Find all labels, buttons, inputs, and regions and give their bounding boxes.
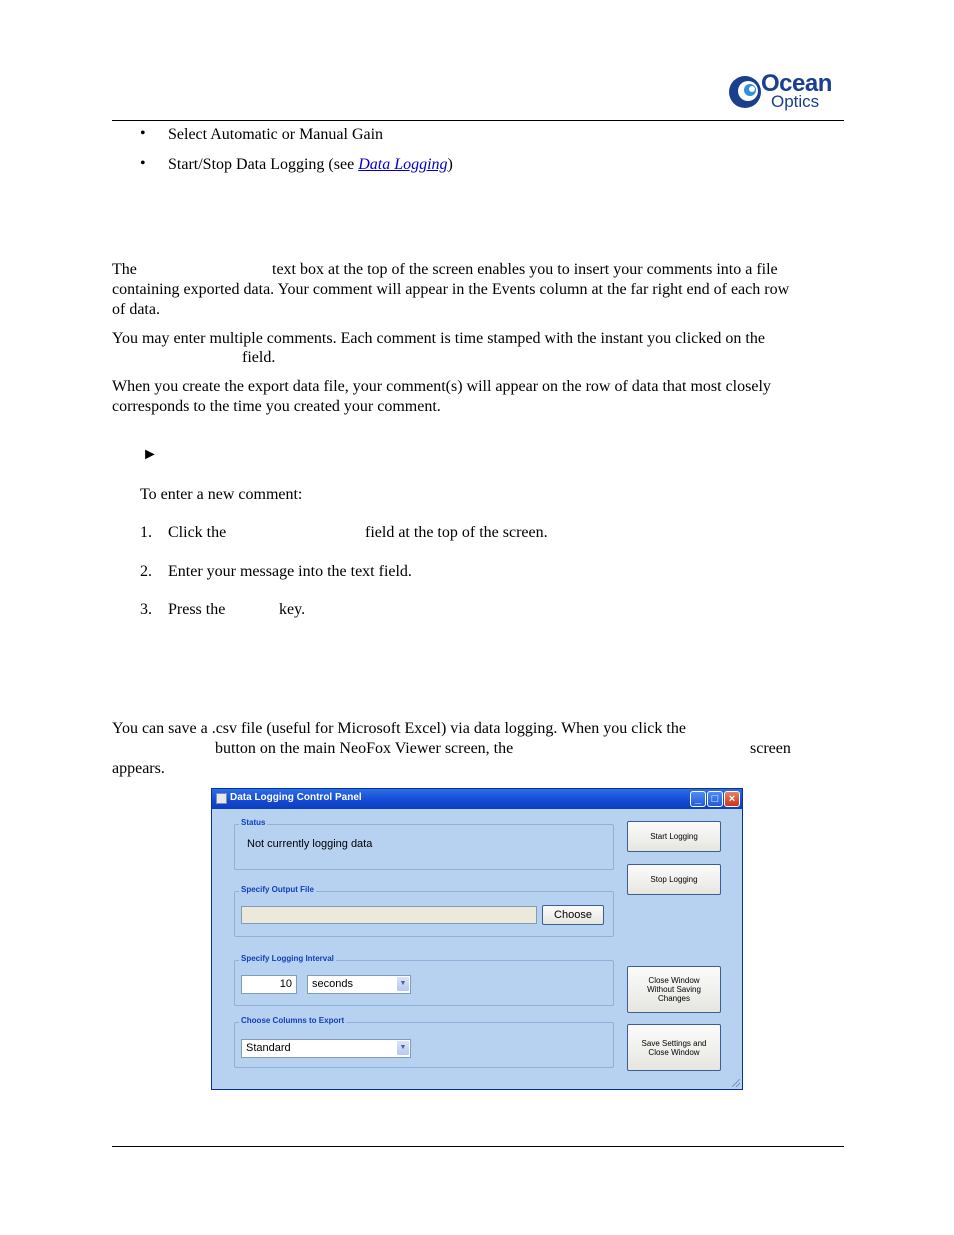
- p3-line2: corresponds to the time you created your comment.: [112, 398, 441, 415]
- p1-line1-end: text box at the top of the screen enables you to insert your comments into a file: [272, 261, 778, 278]
- p3-line1: When you create the export data file, your comment(s) will appear on the row of data that most closely: [112, 378, 771, 395]
- logging-interval-legend: Specify Logging Interval: [241, 954, 334, 963]
- chevron-down-icon[interactable]: ▼: [397, 1041, 409, 1055]
- ocean-optics-logo: [727, 72, 845, 114]
- dialog-title: Data Logging Control Panel: [230, 792, 362, 803]
- interval-input[interactable]: 10: [241, 975, 297, 994]
- logging-interval-group: [234, 954, 614, 1006]
- bullet-item-logging: Start/Stop Data Logging (see Data Logging): [168, 156, 453, 173]
- close-icon[interactable]: ×: [724, 791, 740, 807]
- step-number: 3.: [140, 601, 152, 618]
- stop-logging-button[interactable]: Stop Logging: [627, 864, 721, 895]
- step-number: 1.: [140, 524, 152, 541]
- logging-line1: You can save a .csv file (useful for Microsoft Excel) via data logging. When you click the: [112, 720, 686, 737]
- output-file-legend: Specify Output File: [241, 885, 314, 894]
- dialog-titlebar[interactable]: [212, 789, 742, 809]
- procedure-arrow-icon: ►: [142, 446, 158, 463]
- bullet-dot: •: [140, 155, 146, 172]
- maximize-icon[interactable]: □: [707, 791, 723, 807]
- logo-swirl-icon: [727, 74, 763, 110]
- footer-rule: [112, 1146, 844, 1147]
- output-file-field[interactable]: [241, 906, 537, 924]
- p2-line2: field.: [242, 349, 276, 366]
- start-logging-button[interactable]: Start Logging: [627, 821, 721, 852]
- p1-line3: of data.: [112, 301, 160, 318]
- step-1-text: Click the: [168, 524, 227, 541]
- chevron-down-icon[interactable]: ▼: [397, 977, 409, 991]
- logging-line2-start: button on the main NeoFox Viewer screen, the: [215, 740, 514, 757]
- p1-line1-start: The: [112, 261, 137, 278]
- p2-line1: You may enter multiple comments. Each comment is time stamped with the instant you clicked on the: [112, 330, 765, 347]
- interval-unit-select[interactable]: [307, 975, 411, 994]
- columns-select[interactable]: [241, 1039, 411, 1058]
- step-2-text: Enter your message into the text field.: [168, 563, 412, 580]
- save-and-close-button[interactable]: Save Settings and Close Window: [627, 1024, 721, 1071]
- logo-word-ocean: Ocean: [761, 70, 832, 97]
- logo-word-optics: Optics: [771, 92, 820, 111]
- logging-line2-end: screen: [750, 740, 791, 757]
- step-number: 2.: [140, 563, 152, 580]
- step-3-text: Press the: [168, 601, 226, 618]
- status-group: [234, 818, 614, 870]
- resize-grip-icon[interactable]: [732, 1079, 740, 1087]
- data-logging-link[interactable]: Data Logging: [358, 156, 448, 173]
- step-3-text-end: key.: [279, 601, 306, 618]
- bullet-dot: •: [140, 125, 146, 142]
- interval-unit-value: seconds: [312, 978, 353, 990]
- columns-value: Standard: [246, 1042, 291, 1054]
- status-legend: Status: [241, 818, 266, 827]
- output-file-group: [234, 885, 614, 937]
- status-text: Not currently logging data: [247, 838, 373, 850]
- close-without-saving-button[interactable]: Close Window Without Saving Changes: [627, 966, 721, 1013]
- step-1-text-end: field at the top of the screen.: [365, 524, 548, 541]
- header-rule: [112, 120, 844, 121]
- minimize-icon[interactable]: _: [690, 791, 706, 807]
- bullet-item-gain: Select Automatic or Manual Gain: [168, 126, 384, 143]
- data-logging-dialog: [211, 788, 743, 1090]
- p1-line2: containing exported data. Your comment will appear in the Events column at the far right end of each row: [112, 281, 790, 298]
- logging-line3: appears.: [112, 760, 165, 777]
- columns-export-legend: Choose Columns to Export: [241, 1016, 345, 1025]
- window-icon: [216, 793, 227, 804]
- choose-button[interactable]: Choose: [542, 905, 604, 925]
- columns-export-group: [234, 1016, 614, 1068]
- procedure-intro: To enter a new comment:: [140, 486, 303, 503]
